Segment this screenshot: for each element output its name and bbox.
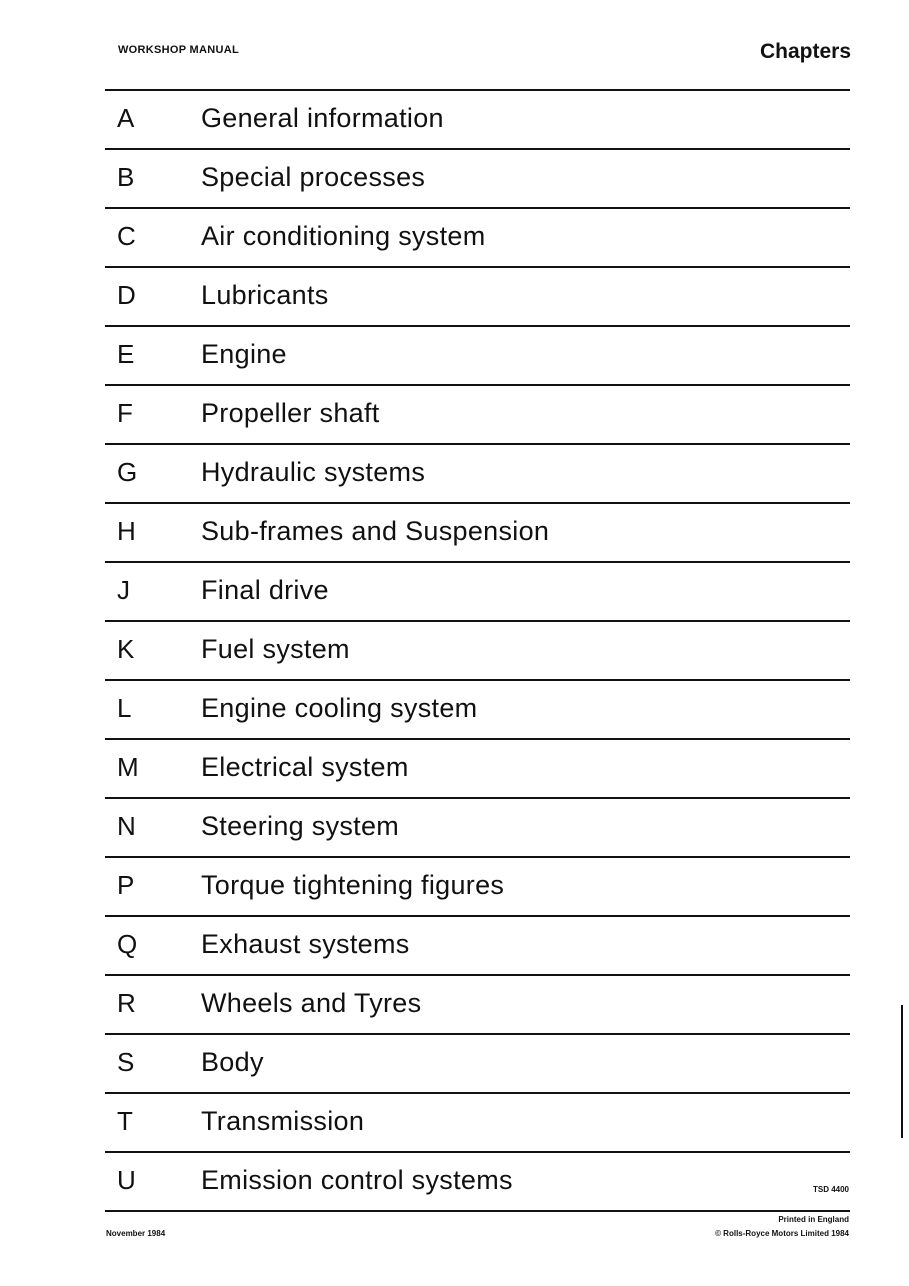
chapter-row[interactable]: [105, 91, 850, 150]
chapter-row[interactable]: [105, 209, 850, 268]
printed-line: Printed in England: [778, 1215, 849, 1224]
chapter-title: Hydraulic systems: [201, 457, 426, 487]
chapter-list: [105, 89, 850, 1212]
chapter-row[interactable]: [105, 799, 850, 858]
chapter-title: Body: [201, 1047, 264, 1077]
chapter-row[interactable]: [105, 1153, 850, 1212]
chapter-letter: B: [117, 162, 135, 192]
chapter-title: Special processes: [201, 162, 426, 192]
chapter-row[interactable]: [105, 504, 850, 563]
chapter-title: Exhaust systems: [201, 929, 410, 959]
chapter-row[interactable]: [105, 1035, 850, 1094]
chapter-letter: R: [117, 988, 136, 1018]
chapter-letter: J: [117, 575, 130, 605]
chapter-letter: K: [117, 634, 135, 664]
page-edge-mark: [901, 1005, 903, 1138]
chapter-letter: D: [117, 280, 136, 310]
chapter-letter: U: [117, 1165, 136, 1195]
chapter-row[interactable]: [105, 445, 850, 504]
chapter-row[interactable]: [105, 268, 850, 327]
chapter-title: Engine cooling system: [201, 693, 478, 723]
chapter-letter: E: [117, 339, 135, 369]
chapter-title: Transmission: [201, 1106, 365, 1136]
chapter-title: Wheels and Tyres: [201, 988, 422, 1018]
chapter-title: Electrical system: [201, 752, 409, 782]
chapter-letter: Q: [117, 929, 138, 959]
chapter-title: Fuel system: [201, 634, 350, 664]
chapter-letter: N: [117, 811, 136, 841]
chapter-letter: T: [117, 1106, 133, 1136]
chapter-row[interactable]: [105, 858, 850, 917]
chapter-title: Propeller shaft: [201, 398, 380, 428]
chapter-row[interactable]: [105, 976, 850, 1035]
chapter-row[interactable]: [105, 327, 850, 386]
publication-date: November 1984: [106, 1229, 166, 1238]
chapter-title: Final drive: [201, 575, 329, 605]
imprint: [715, 1213, 849, 1241]
chapter-letter: A: [117, 103, 135, 133]
chapter-letter: L: [117, 693, 132, 723]
chapter-row[interactable]: [105, 150, 850, 209]
chapter-letter: P: [117, 870, 135, 900]
chapter-row[interactable]: [105, 1094, 850, 1153]
chapter-title: General information: [201, 103, 444, 133]
manual-title: WORKSHOP MANUAL: [118, 44, 240, 56]
chapter-letter: C: [117, 221, 136, 251]
chapter-title: Emission control systems: [201, 1165, 513, 1195]
chapter-title: Lubricants: [201, 280, 329, 310]
chapter-row[interactable]: [105, 386, 850, 445]
chapter-row[interactable]: [105, 563, 850, 622]
chapter-letter: S: [117, 1047, 135, 1077]
document-code: TSD 4400: [812, 1185, 849, 1194]
chapter-title: Steering system: [201, 811, 400, 841]
chapter-row[interactable]: [105, 740, 850, 799]
chapter-row[interactable]: [105, 622, 850, 681]
chapter-row[interactable]: [105, 917, 850, 976]
chapter-letter: F: [117, 398, 133, 428]
chapter-letter: M: [117, 752, 139, 782]
chapter-title: Engine: [201, 339, 287, 369]
chapter-letter: G: [117, 457, 138, 487]
section-title: Chapters: [759, 40, 851, 63]
chapter-row[interactable]: [105, 681, 850, 740]
chapter-title: Air conditioning system: [201, 221, 486, 251]
chapter-letter: H: [117, 516, 136, 546]
chapter-title: Sub-frames and Suspension: [201, 516, 550, 546]
copyright-line: © Rolls-Royce Motors Limited 1984: [715, 1229, 849, 1238]
chapter-title: Torque tightening figures: [201, 870, 505, 900]
